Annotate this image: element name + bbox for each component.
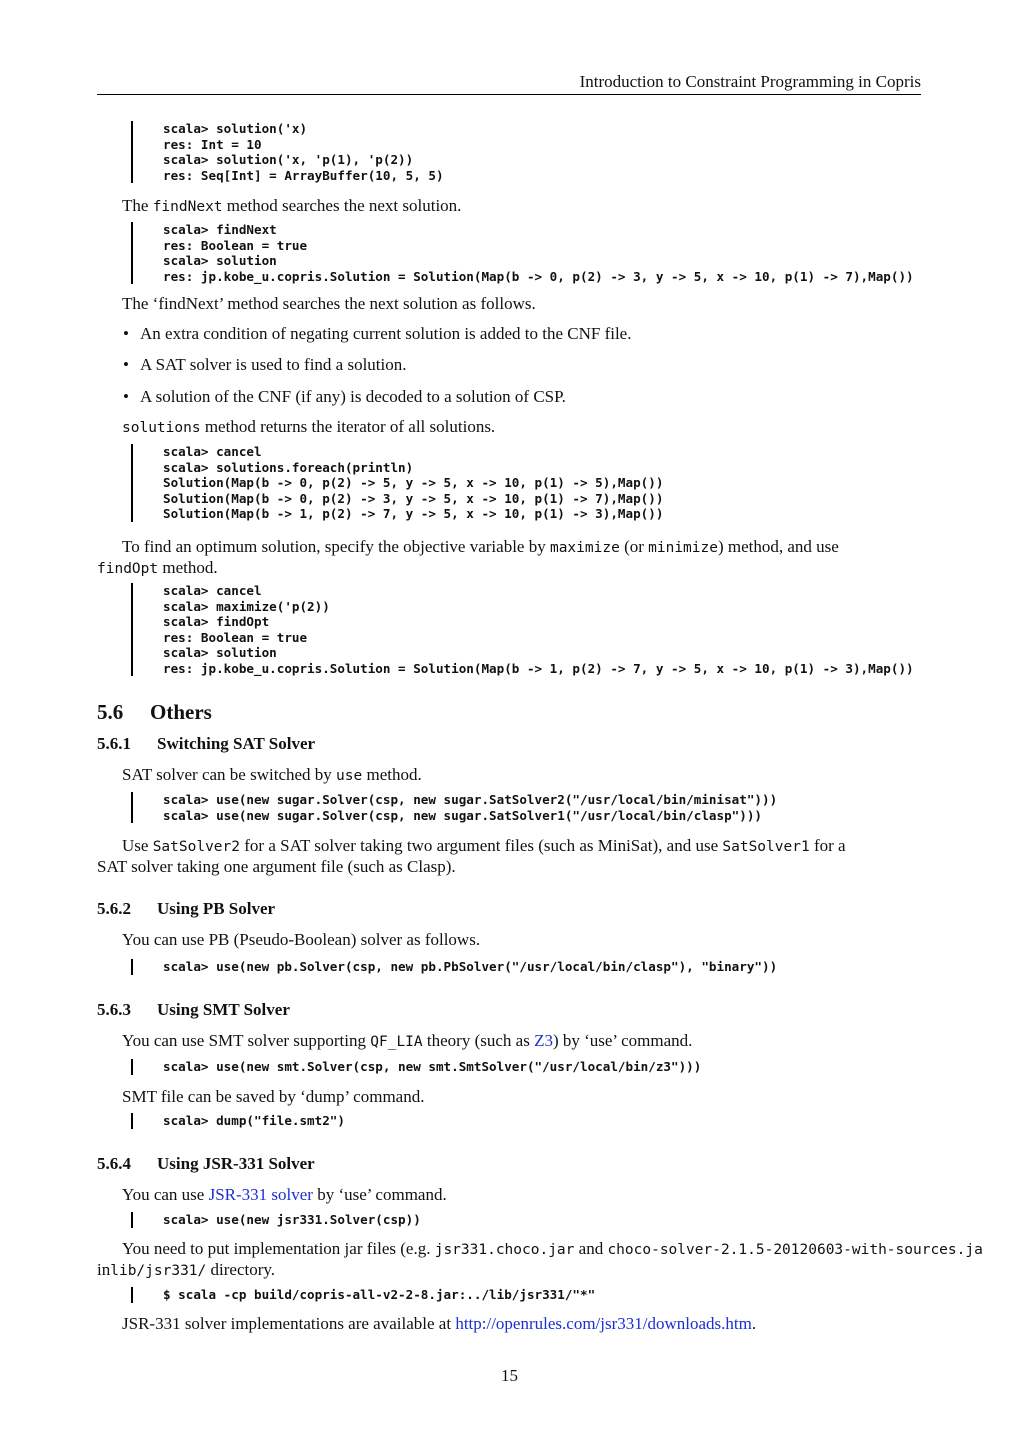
code-line: scala> use(new jsr331.Solver(csp))	[163, 1212, 421, 1227]
bullet-item: • An extra condition of negating current solution is added to the CNF file.	[123, 324, 632, 343]
paragraph-solutions: solutions method returns the iterator of all solutions.	[122, 417, 496, 436]
code-line: res: Int = 10	[163, 136, 262, 152]
inline-code: findOpt	[97, 561, 159, 577]
code-line: scala> findOpt	[163, 614, 270, 629]
paragraph-dump: SMT file can be saved by ‘dump’ command.	[122, 1087, 425, 1106]
code-line: res: jp.kobe_u.copris.Solution = Solution(Map(b -> 1, p(2) -> 7, y -> 5, x -> 10, p(1) -> 3),Map())	[163, 660, 914, 676]
bullet-item: • A SAT solver is used to find a solution.	[123, 355, 407, 374]
page-number: 15	[501, 1366, 518, 1385]
inline-code: maximize	[549, 540, 620, 556]
code-block-pb-solver	[131, 959, 777, 975]
inline-code: SatSolver1	[722, 839, 810, 855]
code-line: Solution(Map(b -> 0, p(2) -> 3, y -> 5, x -> 10, p(1) -> 7),Map())	[163, 490, 664, 506]
code-block-solutions	[131, 444, 663, 522]
code-line: scala> use(new sugar.Solver(csp, new sugar.SatSolver2("/usr/local/bin/minisat")))	[163, 792, 778, 807]
inline-code: solutions	[122, 420, 201, 436]
code-block-jsr331	[131, 1212, 421, 1228]
inline-code: SatSolver2	[152, 839, 241, 855]
code-block-dump	[131, 1113, 345, 1129]
code-line: res: Seq[Int] = ArrayBuffer(10, 5, 5)	[163, 167, 444, 183]
code-line: scala> solution	[163, 253, 277, 268]
inline-code: minimize	[648, 540, 718, 556]
paragraph-smt: You can use SMT solver supporting QF_LIA theory (such as Z3) by ‘use’ command.	[122, 1031, 693, 1050]
inline-code: choco-solver-2.1.5-20120603-with-sources.ja	[607, 1242, 983, 1258]
inline-code: jsr331.choco.jar	[434, 1242, 575, 1258]
bullet-icon: •	[123, 355, 129, 374]
paragraph-implementations: JSR-331 solver implementations are available at http://openrules.com/jsr331/downloads.htm.	[122, 1314, 757, 1333]
code-line: scala> cancel	[163, 444, 262, 459]
link-z3[interactable]: Z3	[534, 1031, 553, 1050]
code-line: $ scala -cp build/copris-all-v2-2-8.jar:../lib/jsr331/"*"	[163, 1287, 596, 1302]
code-line: scala> solutions.foreach(println)	[163, 459, 414, 475]
code-line: res: jp.kobe_u.copris.Solution = Solution(Map(b -> 0, p(2) -> 3, y -> 5, x -> 10, p(1) -> 7),Map())	[163, 268, 914, 284]
paragraph-jsr331: You can use JSR-331 solver by ‘use’ command.	[122, 1185, 447, 1204]
subsection-heading-smt: 5.6.3 Using SMT Solver	[97, 1000, 290, 1019]
subsection-heading-sat: 5.6.1 Switching SAT Solver	[97, 734, 316, 753]
paragraph-pb: You can use PB (Pseudo-Boolean) solver as follows.	[122, 930, 481, 949]
bullet-icon: •	[123, 324, 129, 343]
paragraph-jar-files: You need to put implementation jar files (e.g. jsr331.choco.jar and choco-solver-2.1.5-20120603-with-sources.ja inlib/jsr331/ directory.	[97, 1239, 983, 1279]
code-block-classpath	[131, 1287, 595, 1303]
code-line: scala> maximize('p(2))	[163, 598, 330, 614]
code-line: scala> dump("file.smt2")	[163, 1113, 345, 1128]
code-line: res: Boolean = true	[163, 629, 308, 645]
code-line: scala> cancel	[163, 583, 262, 598]
bullet-icon: •	[123, 387, 129, 406]
code-line: scala> use(new smt.Solver(csp, new smt.SmtSolver("/usr/local/bin/z3")))	[163, 1059, 702, 1074]
running-header: Introduction to Constraint Programming in Copris	[97, 72, 921, 95]
section-heading-others: 5.6 Others	[97, 700, 212, 724]
inline-code: use	[336, 768, 363, 784]
code-block-smt-solver	[131, 1059, 701, 1075]
link-jsr331-solver[interactable]: JSR-331 solver	[208, 1185, 313, 1204]
subsection-heading-pb: 5.6.2 Using PB Solver	[97, 899, 276, 918]
code-line: Solution(Map(b -> 0, p(2) -> 5, y -> 5, x -> 10, p(1) -> 5),Map())	[163, 475, 664, 490]
paragraph-findnext: The findNext method searches the next solution.	[122, 196, 462, 215]
code-line: Solution(Map(b -> 1, p(2) -> 7, y -> 5, x -> 10, p(1) -> 3),Map())	[163, 506, 664, 521]
bullet-item: • A solution of the CNF (if any) is decoded to a solution of CSP.	[123, 387, 566, 406]
code-line: scala> solution('x)	[163, 121, 308, 136]
code-block-sat-solver	[131, 792, 777, 823]
code-block-findnext	[131, 222, 914, 284]
inline-code: findNext	[152, 199, 223, 215]
code-line: scala> use(new sugar.Solver(csp, new sugar.SatSolver1("/usr/local/bin/clasp")))	[163, 807, 762, 823]
paragraph-findnext-steps: The ‘findNext’ method searches the next solution as follows.	[122, 294, 536, 313]
code-line: scala> use(new pb.Solver(csp, new pb.PbSolver("/usr/local/bin/clasp"), "binary"))	[163, 959, 778, 974]
code-line: scala> solution('x, 'p(1), 'p(2))	[163, 152, 414, 167]
subsection-heading-jsr331: 5.6.4 Using JSR-331 Solver	[97, 1154, 315, 1173]
paragraph-use-method: SAT solver can be switched by use method.	[122, 765, 422, 784]
code-block-solution	[131, 121, 444, 183]
code-line: res: Boolean = true	[163, 237, 308, 253]
paragraph-optimum: To find an optimum solution, specify the objective variable by maximize (or minimize) method, and use findOpt method.	[97, 537, 921, 579]
inline-code: lib/jsr331/	[110, 1263, 207, 1279]
paragraph-satsolver: Use SatSolver2 for a SAT solver taking two argument files (such as MiniSat), and use SatSolver1 for a SAT solver taking one argument file (such as Clasp).	[97, 836, 846, 876]
code-line: scala> solution	[163, 645, 277, 660]
code-line: scala> findNext	[163, 222, 277, 237]
code-block-findopt	[131, 583, 914, 676]
link-openrules[interactable]: http://openrules.com/jsr331/downloads.htm	[455, 1314, 752, 1333]
inline-code: QF_LIA	[370, 1034, 423, 1050]
